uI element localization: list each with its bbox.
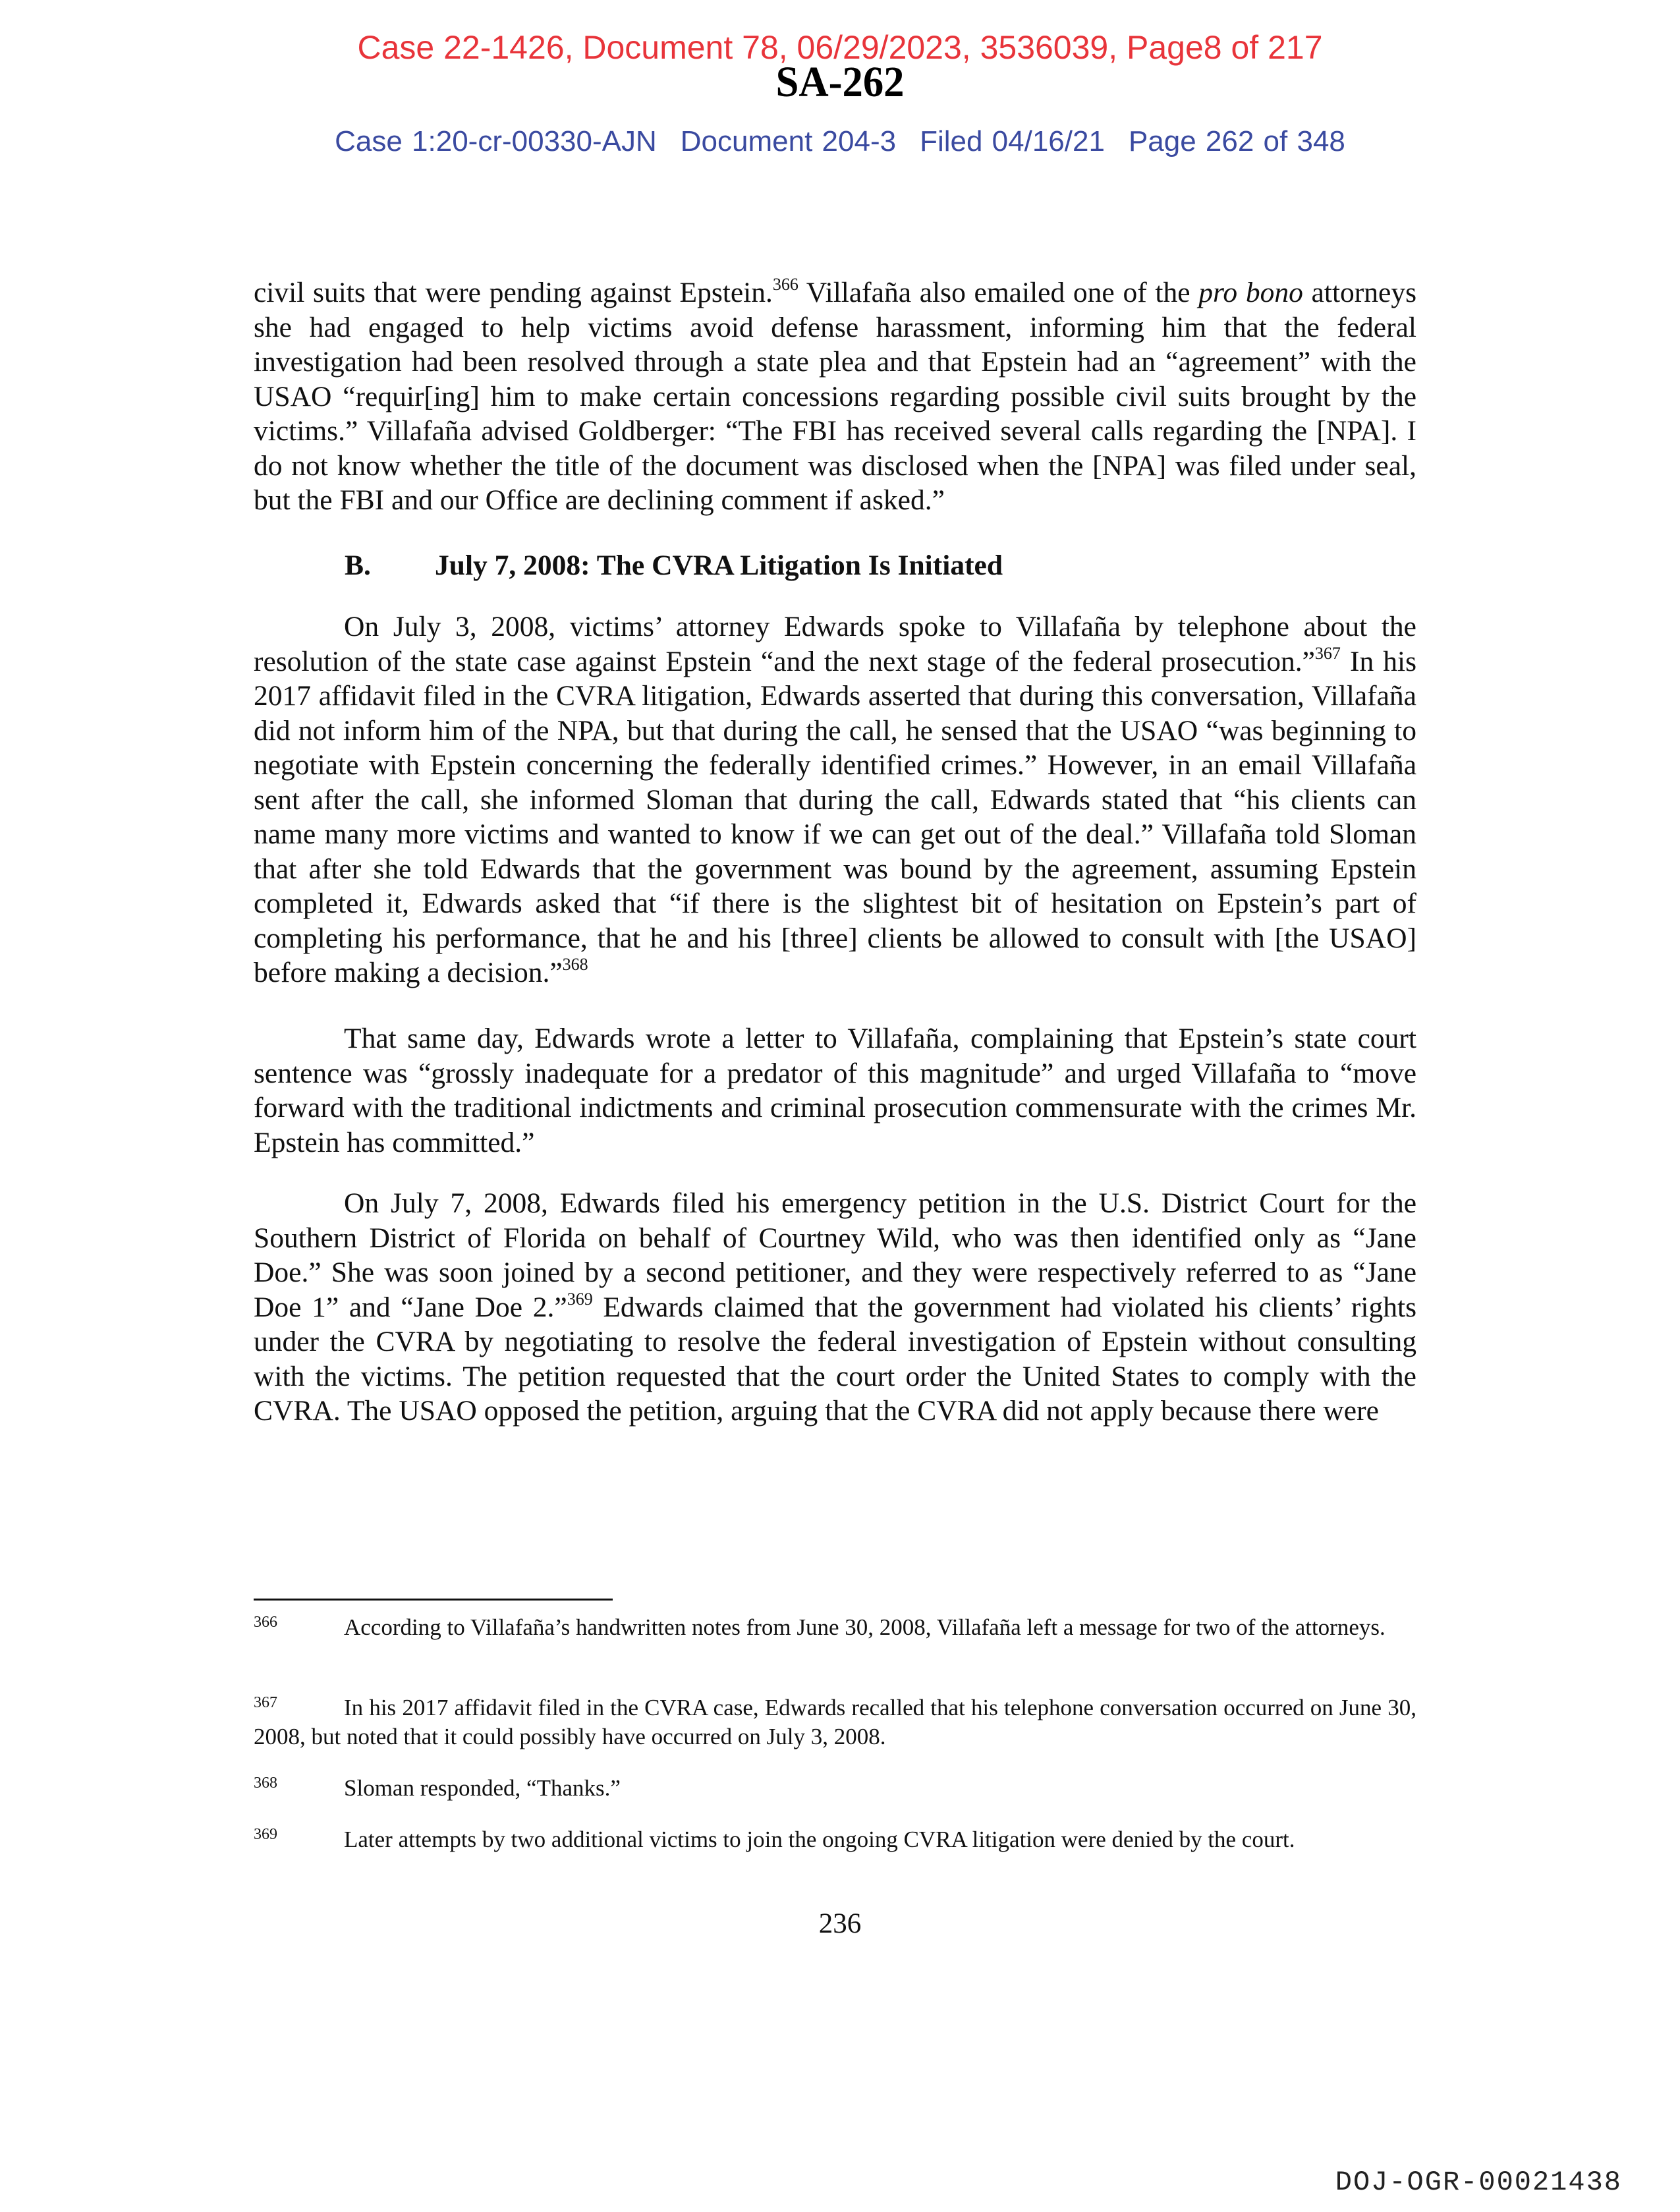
footnote-368: 368 Sloman responded, “Thanks.” (254, 1774, 1416, 1803)
footnote-number: 368 (254, 1774, 277, 1792)
footnote-ref-366[interactable]: 366 (772, 275, 798, 294)
paragraph-3: That same day, Edwards wrote a letter to Villafaña, complaining that Epstein’s state court sentence was “grossly inadequate for a predator of this magnitude” and urged Villafaña to “move forward with the traditional indictments and criminal prosecution commensurate with the crimes Mr. Epstein has committed.” (254, 1023, 1416, 1158)
document-number: Document 204-3 (680, 125, 897, 157)
footnote-number: 367 (254, 1694, 277, 1711)
footnote-number: 366 (254, 1614, 277, 1631)
paragraph-4: On July 7, 2008, Edwards filed his emergency petition in the U.S. District Court for the Southern District of Florida on behalf of Courtney Wild, who was then identified only as “Jane Doe.” She was soon joined by a second petitioner, and they were respectively referred to as “Jane Doe 1” and “Jane Doe 2.”$^{369}$ Edwards claimed that the government had violated his clients’ rights under the CVRA by negotiating to resolve the federal investigation of Epstein without consulting with the victims. The petition requested that the court order the United States to comply with the CVRA. The USAO opposed the petition, arguing that the CVRA did not apply because there were (254, 1187, 1416, 1427)
bates-number: DOJ-OGR-00021438 (1335, 2167, 1622, 2198)
district-case-stamp (0, 124, 1680, 159)
paragraph-2: On July 3, 2008, victims’ attorney Edwards spoke to Villafaña by telephone about the resolution of the state case against Epstein “and the next stage of the federal prosecution.”$^{367}$ In his 2017 affidavit filed in the CVRA litigation, Edwards asserted that during this conversation, Villafaña did not inform him of the NPA, but that during the call, he sensed that the USAO “was beginning to negotiate with Epstein concerning the federally identified crimes.” However, in an email Villafaña sent after the call, she informed Sloman that during the call, Edwards stated that “his clients can name many more victims and wanted to know if we can get out of the deal.” Villafaña told Sloman that after she told Edwards that the government was bound by the agreement, assuming Epstein completed it, Edwards asked that “if there is the slightest bit of hesitation on Epstein’s part of completing his performance, that he and his [three] clients be allowed to consult with [the USAO] before making a decision.”$^{368}$ (254, 611, 1416, 988)
filed-date: Filed 04/16/21 (920, 125, 1105, 157)
section-letter: B. (345, 550, 371, 581)
page-number: 236 (818, 1908, 862, 1939)
appeal-case-stamp: Case 22-1426, Document 78, 06/29/2023, 3536039, Page8 of 217 (357, 29, 1323, 66)
case-number: Case 1:20-cr-00330-AJN (335, 125, 657, 157)
footnote-ref-368[interactable]: 368 (562, 955, 588, 974)
footnote-number: 369 (254, 1826, 277, 1843)
footnote-ref-369[interactable]: 369 (567, 1289, 593, 1309)
page-of-total: Page 262 of 348 (1128, 125, 1345, 157)
footnote-367: 367 In his 2017 affidavit filed in the CVRA case, Edwards recalled that his telephone conversation occurred on June 30, 2008, but noted that it could possibly have occurred on July 3, 2008. (254, 1693, 1416, 1751)
section-heading (345, 548, 1003, 582)
italic-pro-bono: pro bono (1198, 277, 1303, 308)
paragraph-1: civil suits that were pending against Epstein.$^{366}$ Villafaña also emailed one of the pro bono attorneys she had engaged to help victims avoid defense harassment, informing him that the federal investigation had been resolved through a state plea and that Epstein had an “agreement” with the USAO “requir[ing] him to make certain concessions regarding possible civil suits brought by the victims.” Villafaña advised Goldberger: “The FBI has received several calls regarding the [NPA]. I do not know whether the title of the document was disclosed when the [NPA] was filed under seal, but the FBI and our Office are declining comment if asked.” (254, 275, 1416, 516)
footnote-ref-367[interactable]: 367 (1314, 643, 1341, 663)
section-title: July 7, 2008: The CVRA Litigation Is Initiated (435, 550, 1003, 581)
sa-page-number: SA-262 (775, 58, 905, 106)
footnote-369: 369 Later attempts by two additional victims to join the ongoing CVRA litigation were denied by the court. (254, 1825, 1416, 1854)
footnote-separator (254, 1599, 613, 1601)
footnote-366: 366 According to Villafaña’s handwritten notes from June 30, 2008, Villafaña left a message for two of the attorneys. (254, 1613, 1416, 1642)
